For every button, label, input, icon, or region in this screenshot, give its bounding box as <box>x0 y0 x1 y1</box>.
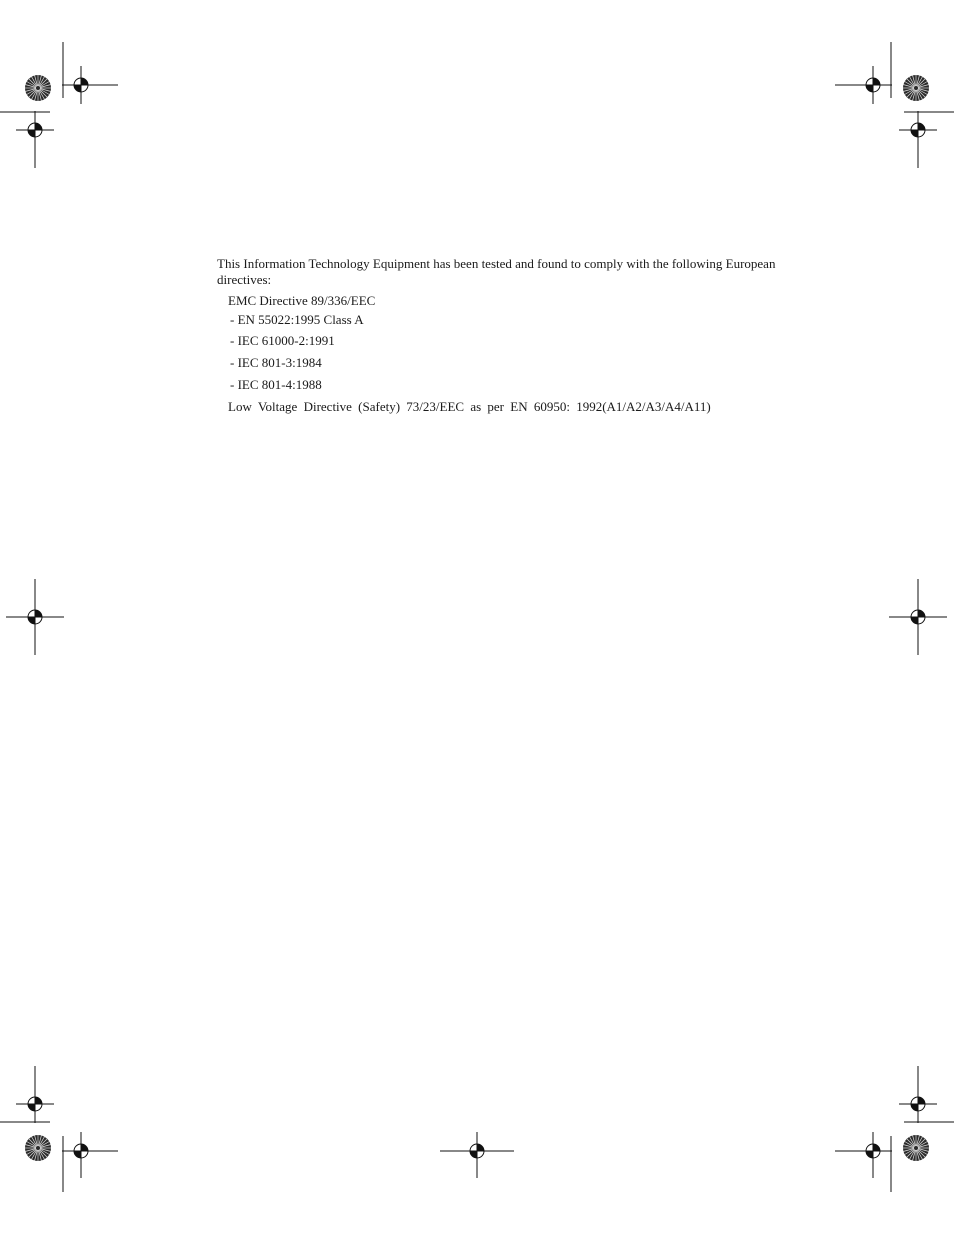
starburst-wheel-icon <box>25 1135 51 1161</box>
intro-paragraph: This Information Technology Equipment has been tested and found to comply with the following European directives: <box>217 256 776 287</box>
standard-item: - IEC 61000-2:1991 <box>230 333 335 348</box>
emc-directive-heading: EMC Directive 89/336/EEC <box>228 293 376 308</box>
crop-lines <box>0 42 954 1192</box>
standard-item: - IEC 801-4:1988 <box>230 377 322 392</box>
low-voltage-directive: Low Voltage Directive (Safety) 73/23/EEC as per EN 60950: 1992(A1/A2/A3/A4/A11) <box>228 399 711 414</box>
standard-item: - EN 55022:1995 Class A <box>230 312 364 327</box>
compliance-statement <box>217 256 797 414</box>
starburst-wheel-icon <box>903 1135 929 1161</box>
starburst-wheel-icon <box>903 75 929 101</box>
standard-item: - IEC 801-3:1984 <box>230 355 322 370</box>
starburst-wheel-icon <box>25 75 51 101</box>
